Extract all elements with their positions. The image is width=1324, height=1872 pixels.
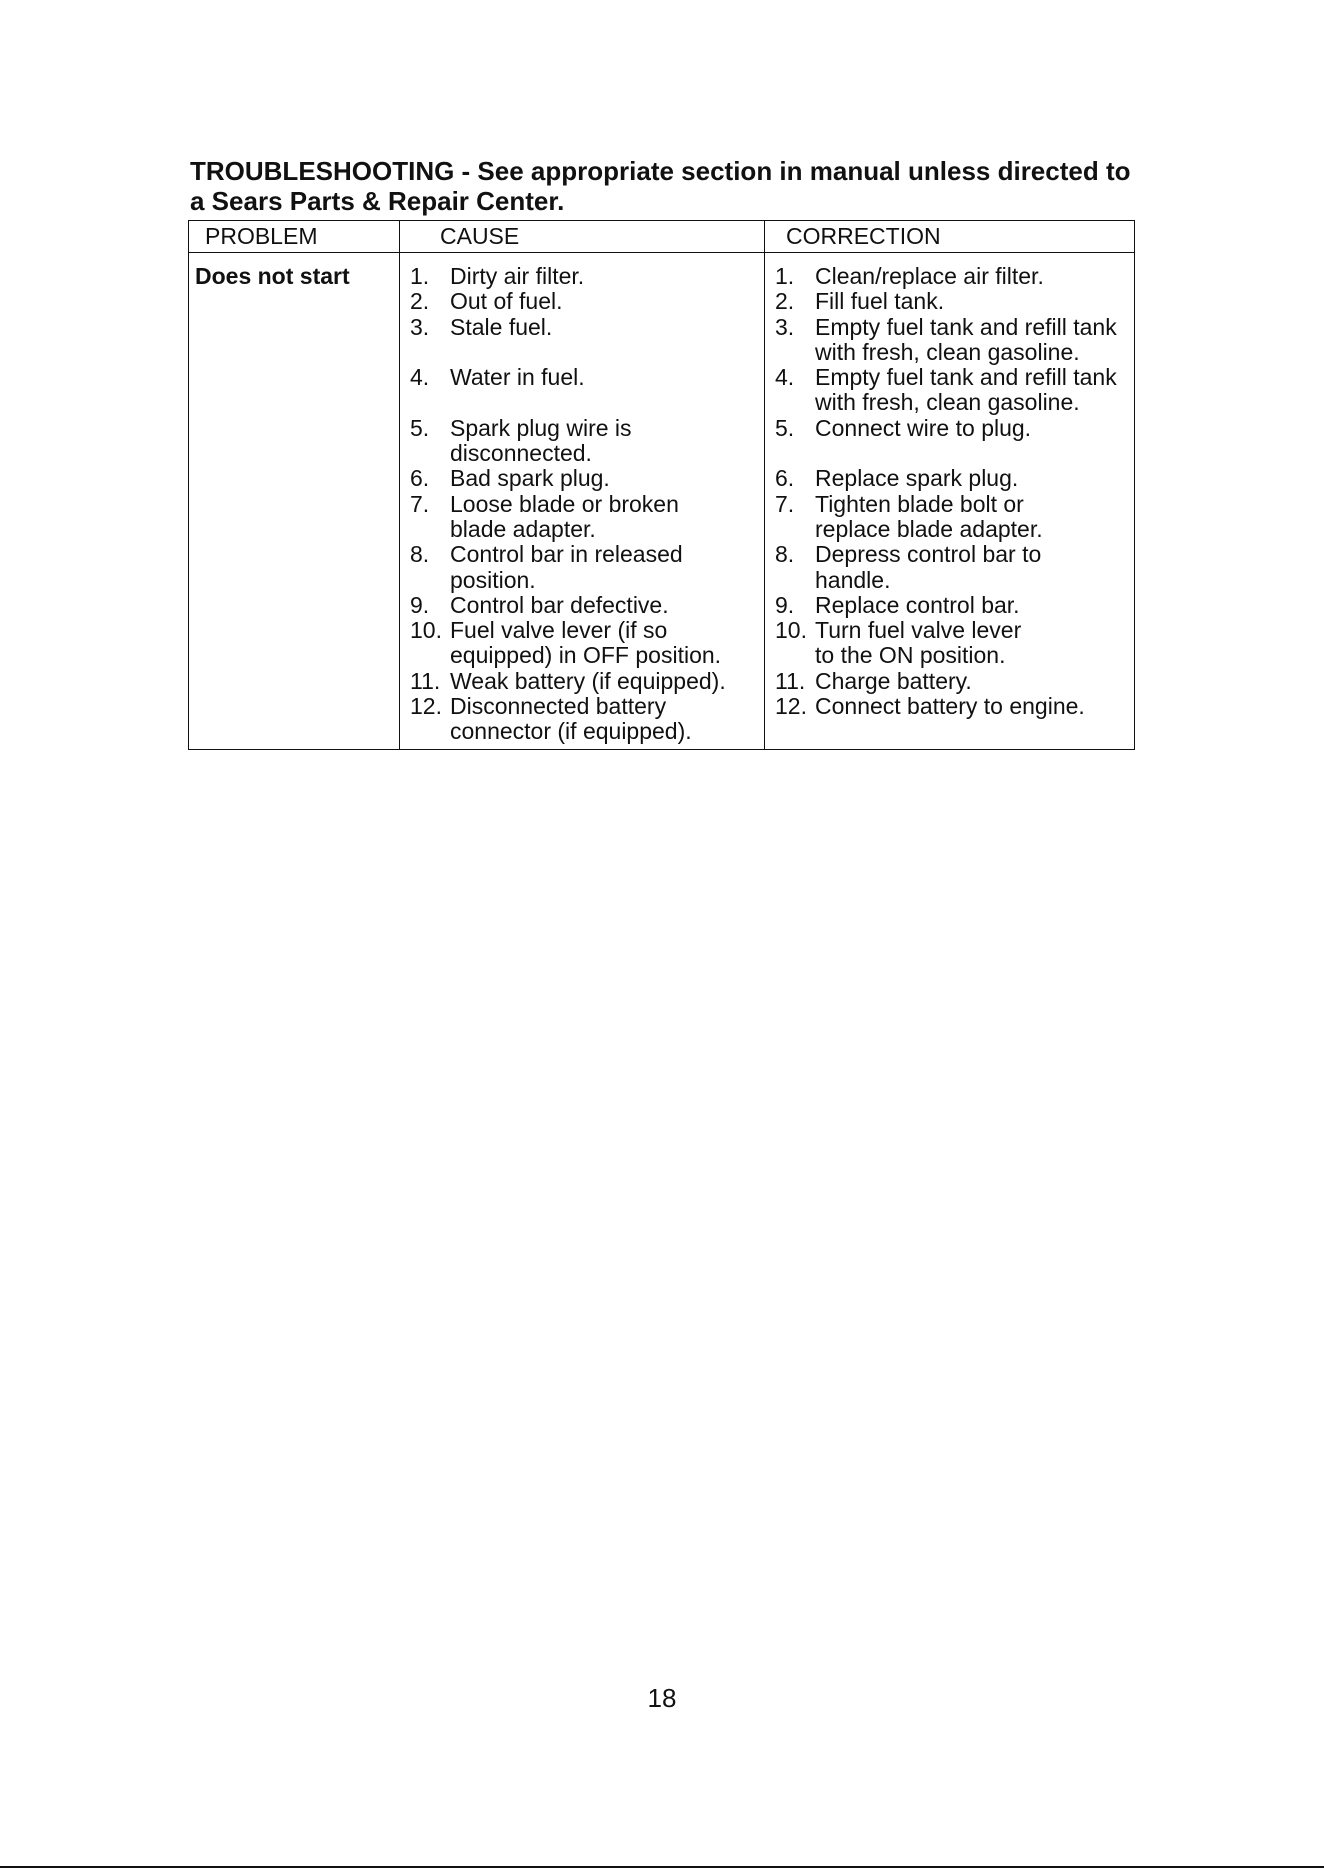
cause-item (410, 264, 764, 289)
item-text-line: with fresh, clean gasoline. (815, 389, 1080, 416)
item-text-line: Fill fuel tank. (815, 288, 945, 315)
item-text-line: equipped) in OFF position. (450, 642, 722, 669)
cause-item (410, 492, 764, 543)
item-text-line: Dirty air filter. (450, 263, 585, 289)
item-number: 5. (775, 414, 795, 441)
correction-item (775, 618, 1134, 669)
item-number: 12. (410, 693, 442, 720)
item-number: 2. (410, 288, 430, 315)
item-text-line: Replace control bar. (815, 591, 1020, 618)
troubleshooting-table (188, 220, 1135, 750)
item-text-line: handle. (815, 566, 891, 593)
item-text-line: Turn fuel valve lever (815, 617, 1022, 644)
correction-cell (765, 253, 1135, 750)
item-text-line: Replace spark plug. (815, 465, 1019, 492)
header-cause: CAUSE (400, 221, 765, 253)
item-text-line: Connect battery to engine. (815, 693, 1085, 720)
cause-item (410, 466, 764, 491)
item-text-line: Water in fuel. (450, 364, 585, 391)
item-text-line: Loose blade or broken (450, 490, 679, 517)
cause-item (410, 694, 764, 745)
table-header-row (189, 221, 1135, 253)
correction-item (775, 315, 1134, 366)
correction-item (775, 365, 1134, 416)
item-number: 2. (775, 288, 795, 315)
item-text-line: blade adapter. (450, 515, 596, 542)
item-number: 9. (410, 591, 430, 618)
item-text-line: Clean/replace air filter. (815, 263, 1044, 289)
item-number: 10. (410, 617, 442, 644)
item-text-line: disconnected. (450, 440, 592, 467)
correction-item (775, 492, 1134, 543)
correction-item (775, 542, 1134, 593)
item-number: 11. (775, 667, 806, 694)
item-text-line: Connect wire to plug. (815, 414, 1032, 441)
item-number: 3. (775, 313, 795, 340)
item-text-line: Out of fuel. (450, 288, 563, 315)
cause-item (410, 416, 764, 467)
item-number: 4. (775, 364, 795, 391)
item-number: 5. (410, 414, 430, 441)
cause-item (410, 289, 764, 314)
page-number: 18 (647, 1683, 677, 1713)
cause-item (410, 593, 764, 618)
problem-cell (189, 253, 400, 750)
header-correction: CORRECTION (765, 221, 1135, 253)
item-text-line: with fresh, clean gasoline. (815, 338, 1080, 365)
item-number: 8. (410, 541, 430, 568)
item-text-line: connector (if equipped). (450, 718, 692, 745)
bottom-rule (0, 1866, 1324, 1868)
item-text-line: Fuel valve lever (if so (450, 617, 668, 644)
header-problem: PROBLEM (189, 221, 400, 253)
item-text-line: Empty fuel tank and refill tank (815, 313, 1117, 340)
item-text-line: Charge battery. (815, 667, 972, 694)
item-number: 11. (410, 667, 441, 694)
cause-item (410, 669, 764, 694)
cause-cell (400, 253, 765, 750)
item-number: 3. (410, 313, 430, 340)
item-text-line: Bad spark plug. (450, 465, 610, 492)
correction-item (775, 593, 1134, 618)
item-text-line: Depress control bar to (815, 541, 1042, 568)
item-number: 6. (775, 465, 795, 492)
item-text-line: Empty fuel tank and refill tank (815, 364, 1117, 391)
item-text-line: Spark plug wire is (450, 414, 632, 441)
item-text-line: Control bar in released (450, 541, 683, 568)
item-number: 10. (775, 617, 807, 644)
item-number: 1. (410, 263, 430, 289)
item-text-line: to the ON position. (815, 642, 1006, 669)
correction-item (775, 416, 1134, 467)
item-number: 8. (775, 541, 795, 568)
correction-list (765, 264, 1134, 745)
item-text-line: Disconnected battery (450, 693, 667, 720)
item-text-line: Weak battery (if equipped). (450, 667, 726, 694)
item-number: 1. (775, 263, 795, 289)
correction-item (775, 264, 1134, 289)
item-text-line: Tighten blade bolt or (815, 490, 1024, 517)
item-text-line: position. (450, 566, 536, 593)
item-number: 7. (775, 490, 795, 517)
cause-list (400, 264, 764, 745)
correction-item (775, 289, 1134, 314)
item-number: 9. (775, 591, 795, 618)
cause-item (410, 542, 764, 593)
cause-item (410, 315, 764, 366)
item-text-line: replace blade adapter. (815, 515, 1043, 542)
cause-item (410, 365, 764, 416)
cause-item (410, 618, 764, 669)
correction-item (775, 669, 1134, 694)
page-heading: TROUBLESHOOTING - See appropriate section in manual unless directed to a Sears Parts & Repair Center. (190, 156, 1131, 216)
item-number: 12. (775, 693, 807, 720)
item-text-line: Stale fuel. (450, 313, 553, 340)
item-number: 7. (410, 490, 430, 517)
correction-item (775, 694, 1134, 745)
item-number: 6. (410, 465, 430, 492)
correction-item (775, 466, 1134, 491)
item-number: 4. (410, 364, 430, 391)
problem-text: Does not start (195, 263, 350, 289)
item-text-line: Control bar defective. (450, 591, 669, 618)
table-row (189, 253, 1135, 750)
